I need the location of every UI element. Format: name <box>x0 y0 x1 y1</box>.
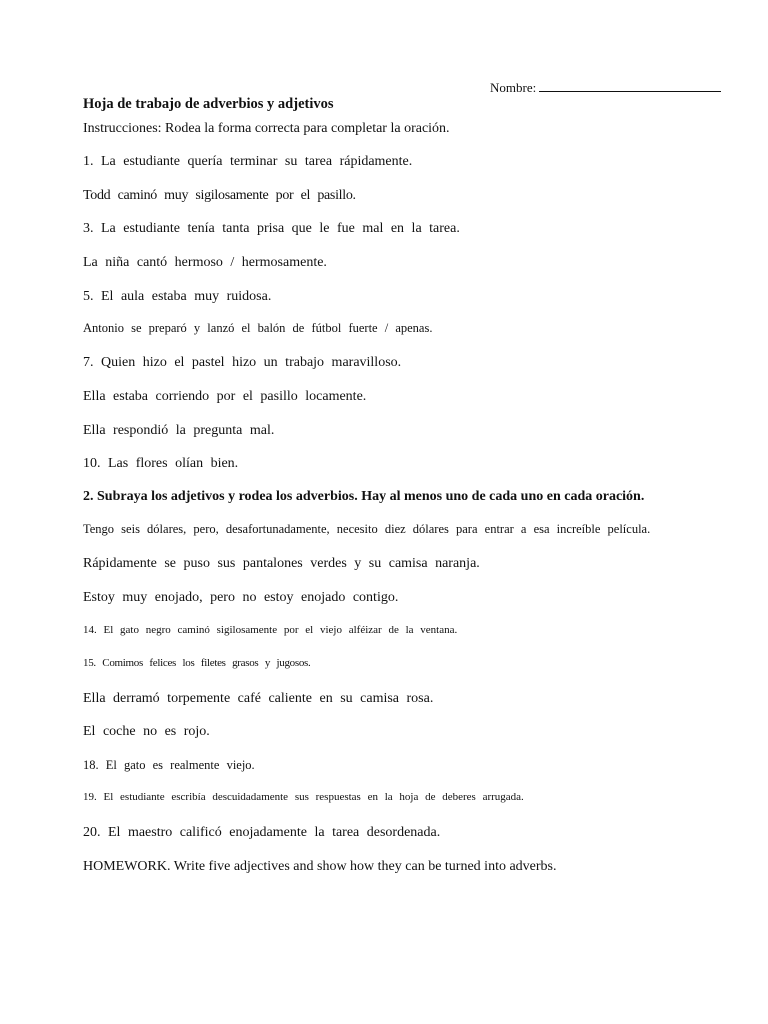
sentence-11: Tengo seis dólares, pero, desafortunadamente, necesito diez dólares para entrar a esa increíble película. <box>83 522 651 536</box>
sentence-2: Todd caminó muy sigilosamente por el pasillo. <box>83 188 356 203</box>
sentence-13: Estoy muy enojado, pero no estoy enojado contigo. <box>83 590 399 605</box>
instructions: Instrucciones: Rodea la forma correcta para completar la oración. <box>83 121 450 136</box>
worksheet-title: Hoja de trabajo de adverbios y adjetivos <box>83 96 334 112</box>
name-label: Nombre: <box>490 80 537 95</box>
sentence-10: 10. Las flores olían bien. <box>83 456 239 471</box>
sentence-19: 19. El estudiante escribía descuidadamente sus respuestas en la hoja de deberes arrugada. <box>83 791 524 803</box>
sentence-4: La niña cantó hermoso / hermosamente. <box>83 255 327 270</box>
sentence-17: El coche no es rojo. <box>83 724 210 739</box>
part2-heading: 2. Subraya los adjetivos y rodea los adverbios. Hay al menos uno de cada uno en cada oración. <box>83 489 645 504</box>
sentence-18: 18. El gato es realmente viejo. <box>83 758 255 772</box>
sentence-16: Ella derramó torpemente café caliente en su camisa rosa. <box>83 691 434 706</box>
sentence-6: Antonio se preparó y lanzó el balón de fútbol fuerte / apenas. <box>83 321 433 335</box>
sentence-14: 14. El gato negro caminó sigilosamente por el viejo alféizar de la ventana. <box>83 624 458 636</box>
sentence-5: 5. El aula estaba muy ruidosa. <box>83 289 272 304</box>
sentence-15: 15. Comimos felices los filetes grasos y jugosos. <box>83 657 311 669</box>
sentence-1: 1. La estudiante quería terminar su tarea rápidamente. <box>83 154 413 169</box>
sentence-8: Ella estaba corriendo por el pasillo locamente. <box>83 389 367 404</box>
homework-line: HOMEWORK. Write five adjectives and show how they can be turned into adverbs. <box>83 859 557 874</box>
sentence-7: 7. Quien hizo el pastel hizo un trabajo maravilloso. <box>83 355 402 370</box>
sentence-12: Rápidamente se puso sus pantalones verdes y su camisa naranja. <box>83 556 480 571</box>
sentence-9: Ella respondió la pregunta mal. <box>83 423 275 438</box>
name-blank-line[interactable] <box>539 79 721 92</box>
sentence-20: 20. El maestro calificó enojadamente la tarea desordenada. <box>83 825 441 840</box>
name-field <box>490 79 721 96</box>
sentence-3: 3. La estudiante tenía tanta prisa que le fue mal en la tarea. <box>83 221 460 236</box>
